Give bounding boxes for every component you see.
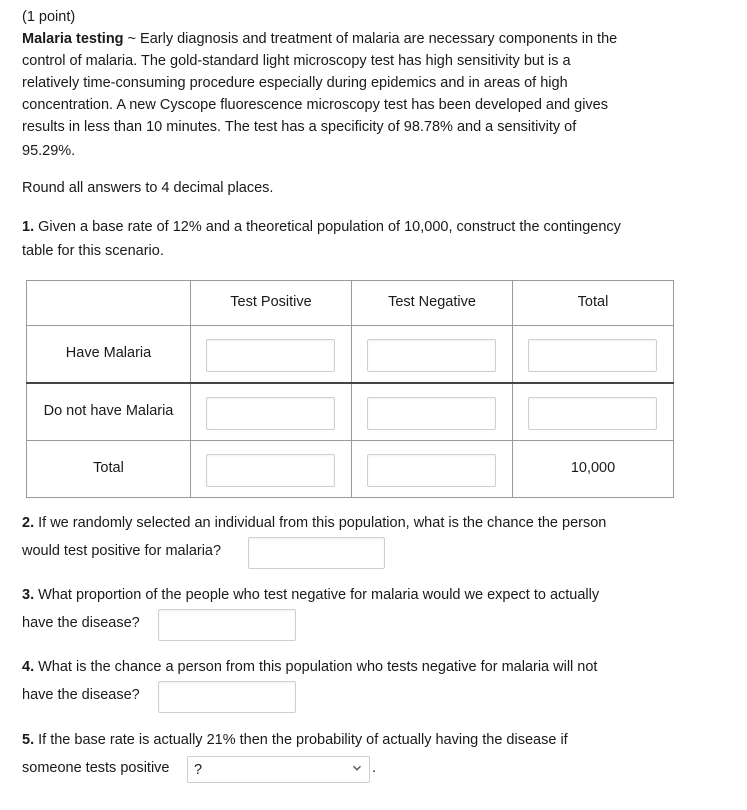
- corner-cell: [27, 281, 191, 326]
- malaria-positive-input[interactable]: [206, 339, 335, 372]
- q3-number: 3.: [22, 587, 35, 603]
- q3-answer-input[interactable]: [158, 609, 296, 641]
- chevron-down-icon: [352, 763, 362, 773]
- points-label: (1 point): [22, 9, 76, 25]
- row-label-cell: Total: [27, 441, 191, 498]
- q1-number: 1.: [22, 219, 35, 235]
- table-row: [27, 383, 674, 441]
- table-row: [27, 326, 674, 383]
- answer-cell: [513, 326, 674, 383]
- answer-cell: [191, 383, 352, 441]
- q3-line-1: 3. What proportion of the people who test negative for malaria would we expect to actually: [22, 587, 600, 603]
- q1-line-1: 1. Given a base rate of 12% and a theoretical population of 10,000, construct the contingency: [22, 219, 621, 235]
- q4-line-2: have the disease?: [22, 687, 140, 703]
- q3-line-2: have the disease?: [22, 615, 140, 631]
- q1-line-2: table for this scenario.: [22, 243, 164, 259]
- intro-line-2: control of malaria. The gold-standard light microscopy test has high sensitivity but is a: [22, 53, 571, 69]
- q2-number: 2.: [22, 515, 35, 531]
- q4-answer-input[interactable]: [158, 681, 296, 713]
- total-negative-input[interactable]: [367, 454, 496, 487]
- table-header-row: [27, 281, 674, 326]
- intro-line-4: concentration. A new Cyscope fluorescence microscopy test has been developed and gives: [22, 97, 608, 113]
- grand-total-value: 10,000: [570, 460, 616, 476]
- header-cell: Total: [513, 281, 674, 326]
- total-positive-input[interactable]: [206, 454, 335, 487]
- intro-line-6: 95.29%.: [22, 143, 76, 159]
- q2-line-1: 2. If we randomly selected an individual from this population, what is the chance the person: [22, 515, 607, 531]
- problem-title: Malaria testing: [22, 31, 124, 47]
- grand-total-cell: [513, 441, 674, 498]
- header-cell: Test Negative: [352, 281, 513, 326]
- table-row: [27, 441, 674, 498]
- answer-cell: [191, 441, 352, 498]
- answer-cell: [352, 441, 513, 498]
- q2-answer-input[interactable]: [248, 537, 385, 569]
- intro-line-5: results in less than 10 minutes. The test has a specificity of 98.78% and a sensitivity of: [22, 119, 577, 135]
- q4-line-1: 4. What is the chance a person from this population who tests negative for malaria will not: [22, 659, 598, 675]
- row-label-cell: Have Malaria: [27, 326, 191, 383]
- q5-line-2: someone tests positive: [22, 760, 170, 776]
- q4-number: 4.: [22, 659, 35, 675]
- answer-cell: [191, 326, 352, 383]
- q5-trailing-period: .: [372, 760, 377, 776]
- malaria-total-input[interactable]: [528, 339, 657, 372]
- row-label-cell: Do not have Malaria: [27, 383, 191, 441]
- q5-line-1: 5. If the base rate is actually 21% then the probability of actually having the disease if: [22, 732, 568, 748]
- rounding-note: Round all answers to 4 decimal places.: [22, 180, 274, 196]
- intro-line-3: relatively time-consuming procedure especially during epidemics and in areas of high: [22, 75, 568, 91]
- no-malaria-positive-input[interactable]: [206, 397, 335, 430]
- intro-line-1: Malaria testing ~ Early diagnosis and treatment of malaria are necessary components in the: [22, 31, 618, 47]
- no-malaria-negative-input[interactable]: [367, 397, 496, 430]
- header-cell: Test Positive: [191, 281, 352, 326]
- no-malaria-total-input[interactable]: [528, 397, 657, 430]
- q5-number: 5.: [22, 732, 35, 748]
- answer-cell: [352, 383, 513, 441]
- answer-cell: [352, 326, 513, 383]
- contingency-table: [26, 280, 674, 498]
- malaria-negative-input[interactable]: [367, 339, 496, 372]
- q2-line-2: would test positive for malaria?: [22, 543, 222, 559]
- q5-answer-select[interactable]: [187, 756, 370, 783]
- answer-cell: [513, 383, 674, 441]
